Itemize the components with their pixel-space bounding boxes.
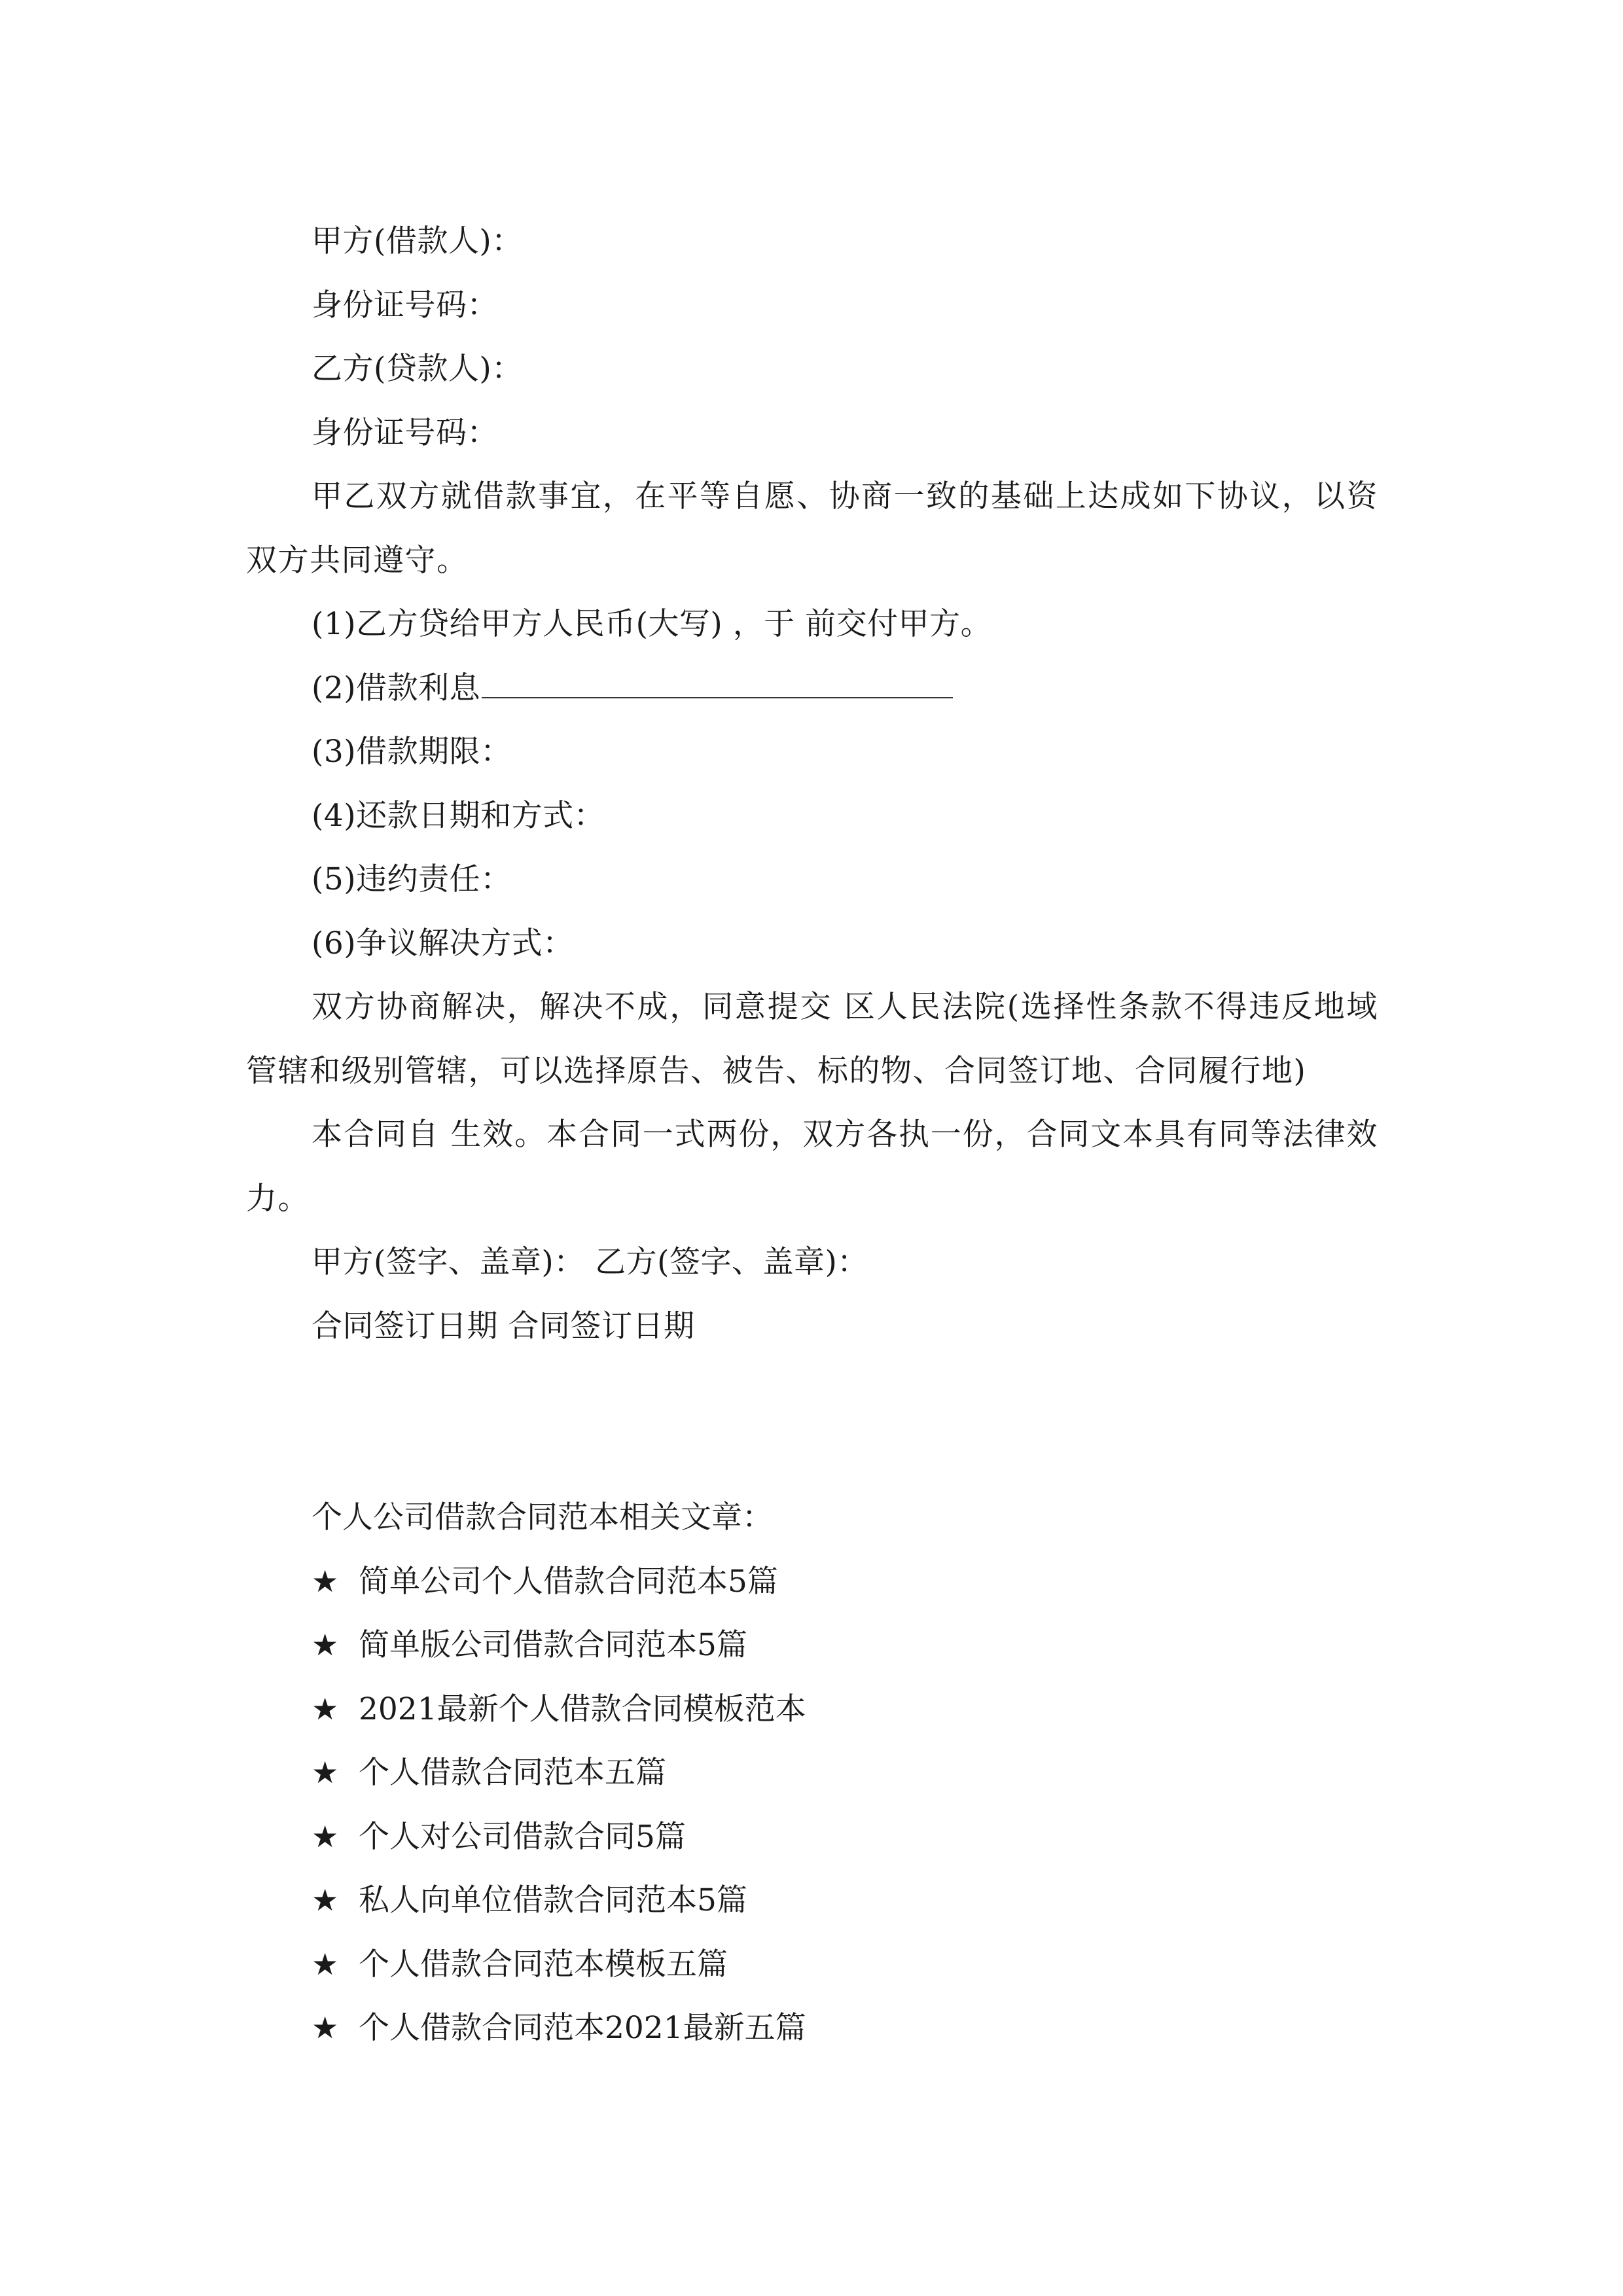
intro-paragraph: 甲乙双方就借款事宜，在平等自愿、协商一致的基础上达成如下协议，以资双方共同遵守。 — [246, 478, 1378, 579]
contract-body — [246, 209, 1378, 2060]
star-icon: ★ — [312, 1755, 339, 1790]
star-icon: ★ — [312, 1563, 339, 1599]
clause-2 — [246, 656, 1378, 721]
sign-date-line: 合同签订日期 合同签订日期 — [312, 1308, 695, 1344]
party-a-label: 甲方(借款人)： — [312, 223, 523, 259]
star-icon: ★ — [312, 1818, 339, 1854]
interest-blank-line — [482, 668, 953, 698]
related-article-link[interactable]: ★ 私人向单位借款合同范本5篇 — [246, 1869, 1378, 1933]
related-article-link[interactable]: ★ 简单版公司借款合同范本5篇 — [246, 1613, 1378, 1677]
related-article-link[interactable]: ★ 简单公司个人借款合同范本5篇 — [246, 1550, 1378, 1614]
star-icon: ★ — [312, 1627, 339, 1662]
related-article-link[interactable]: ★ 个人借款合同范本五篇 — [246, 1741, 1378, 1805]
effect-paragraph: 本合同自 生效。本合同一式两份，双方各执一份，合同文本具有同等法律效力。 — [246, 1117, 1378, 1217]
clause-2-label: (2)借款利息 — [312, 670, 481, 706]
related-articles-list — [246, 1550, 1378, 2060]
star-icon: ★ — [312, 1691, 339, 1727]
party-b-id-label: 身份证号码： — [312, 414, 498, 451]
clause-4: (4)还款日期和方式： — [312, 797, 605, 834]
related-articles-title: 个人公司借款合同范本相关文章： — [312, 1499, 773, 1535]
section-gap — [246, 1358, 1378, 1486]
clause-1: (1)乙方贷给甲方人民币(大写) ，于 前交付甲方。 — [312, 606, 992, 642]
clause-6: (6)争议解决方式： — [312, 925, 574, 961]
party-a-id-label: 身份证号码： — [312, 287, 498, 323]
star-icon: ★ — [312, 1946, 339, 1982]
clause-5: (5)违约责任： — [312, 861, 512, 897]
dispute-paragraph: 双方协商解决，解决不成，同意提交 区人民法院(选择性条款不得违反地域管辖和级别管辖，可以选择原告、被告、标的物、合同签订地、合同履行地) — [246, 989, 1378, 1089]
clause-3: (3)借款期限： — [312, 734, 512, 770]
related-article-link[interactable]: ★ 个人借款合同范本模板五篇 — [246, 1933, 1378, 1997]
related-article-link[interactable]: ★ 个人借款合同范本2021最新五篇 — [246, 1996, 1378, 2060]
related-article-link[interactable]: ★ 个人对公司借款合同5篇 — [246, 1805, 1378, 1869]
party-b-label: 乙方(贷款人)： — [312, 351, 523, 387]
signature-line: 甲方(签字、盖章)： 乙方(签字、盖章)： — [312, 1244, 868, 1280]
star-icon: ★ — [312, 2010, 339, 2045]
star-icon: ★ — [312, 1882, 339, 1918]
related-article-link[interactable]: ★ 2021最新个人借款合同模板范本 — [246, 1677, 1378, 1742]
